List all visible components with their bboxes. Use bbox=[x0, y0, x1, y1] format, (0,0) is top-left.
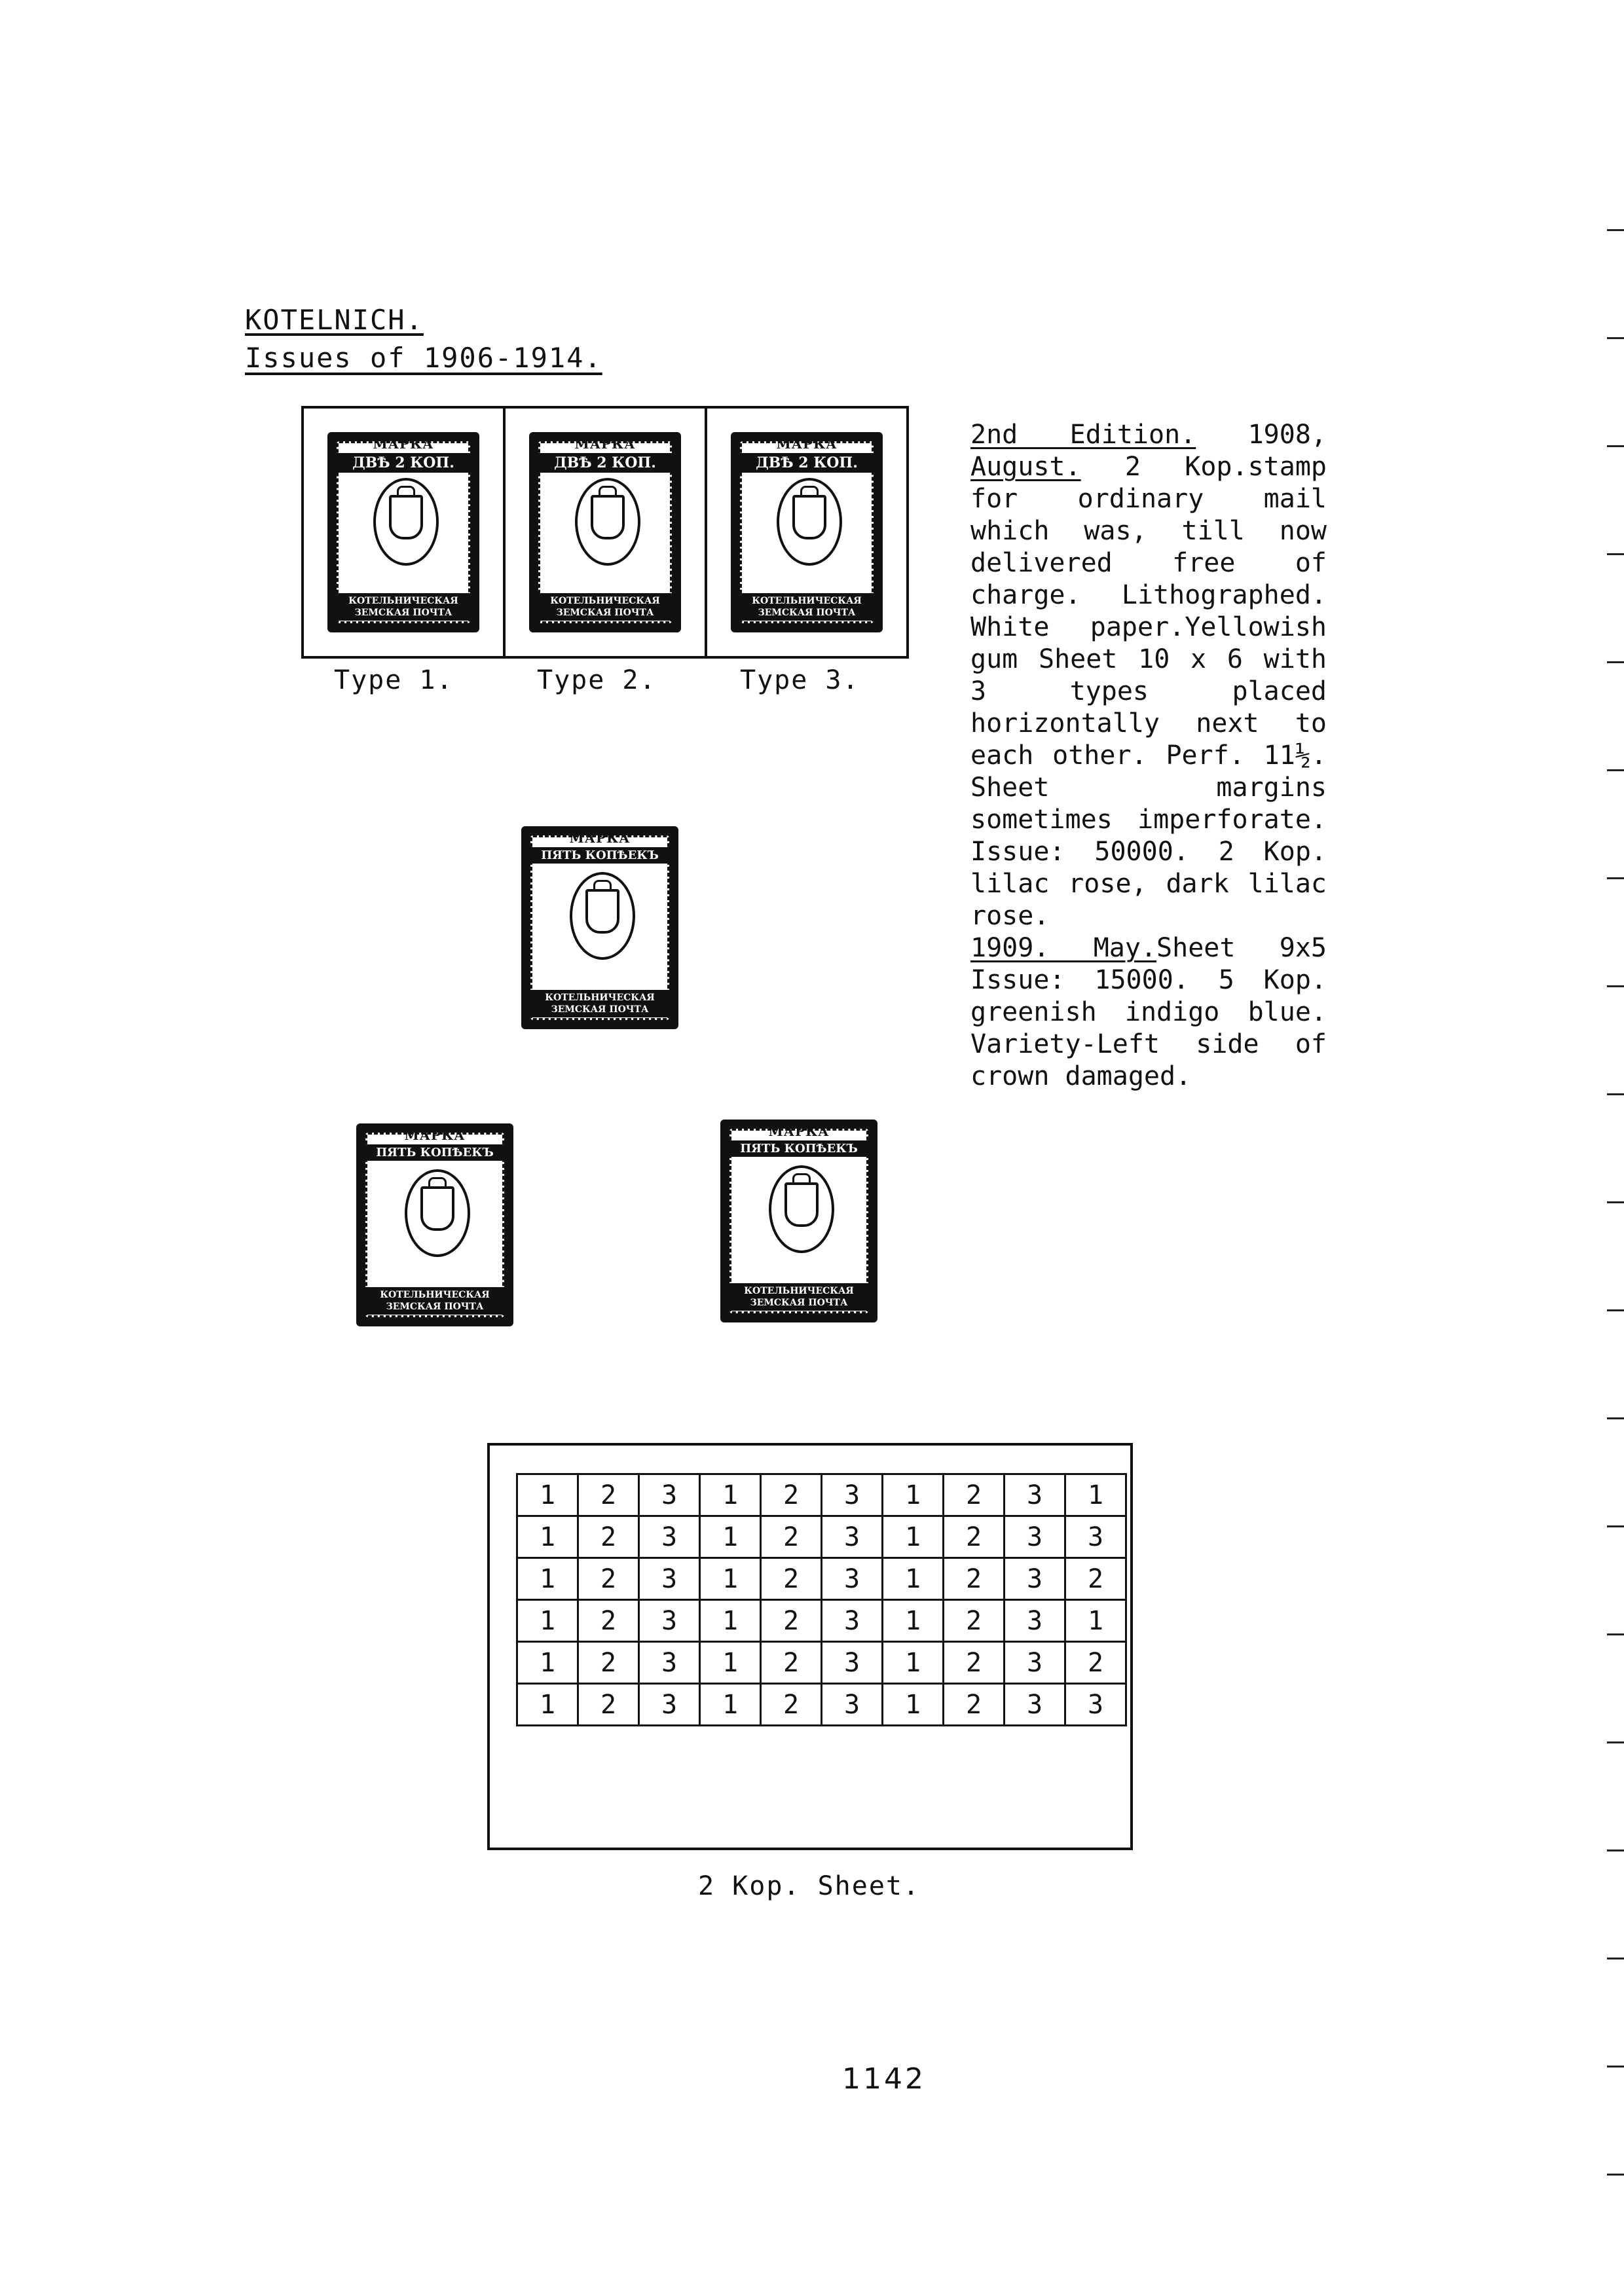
stamp-bottom-text: КОТЕЛЬНИЧЕСКАЯ ЗЕМСКАЯ ПОЧТА bbox=[727, 1283, 871, 1311]
stamp-value-text: ДВѢ 2 КОП. bbox=[737, 453, 876, 473]
sheet-cell: 2 bbox=[761, 1558, 822, 1600]
sheet-cell: 1 bbox=[883, 1558, 944, 1600]
sheet-cell: 1 bbox=[883, 1474, 944, 1516]
sheet-cell: 2 bbox=[761, 1600, 822, 1642]
sheet-cell: 1 bbox=[700, 1516, 761, 1558]
crest-icon bbox=[389, 495, 423, 539]
sheet-cell: 3 bbox=[822, 1642, 883, 1684]
sheet-cell: 1 bbox=[1065, 1474, 1126, 1516]
sheet-cell: 1 bbox=[517, 1558, 578, 1600]
sheet-cell: 3 bbox=[639, 1684, 700, 1726]
stamp-type-3 bbox=[731, 432, 883, 632]
stamp-type-1 bbox=[327, 432, 479, 632]
sheet-cell: 1 bbox=[517, 1600, 578, 1642]
sheet-cell: 1 bbox=[700, 1474, 761, 1516]
stamp-bottom-text: КОТЕЛЬНИЧЕСКАЯ ЗЕМСКАЯ ПОЧТА bbox=[737, 593, 876, 621]
sheet-cell: 2 bbox=[761, 1642, 822, 1684]
sheet-cell: 2 bbox=[578, 1684, 639, 1726]
stamp-top-text: МАРКА bbox=[373, 436, 434, 452]
heading-city: KOTELNICH. bbox=[245, 304, 424, 336]
sheet-cell: 2 bbox=[578, 1558, 639, 1600]
sheet-row bbox=[517, 1516, 1126, 1558]
margin-tick bbox=[1607, 1309, 1624, 1311]
margin-tick bbox=[1607, 1093, 1624, 1095]
sheet-cell: 2 bbox=[578, 1474, 639, 1516]
crest-icon bbox=[784, 1182, 819, 1227]
sheet-cell: 3 bbox=[1005, 1642, 1065, 1684]
margin-tick bbox=[1607, 1201, 1624, 1203]
sheet-cell: 1 bbox=[883, 1516, 944, 1558]
sheet-grid bbox=[516, 1473, 1127, 1726]
sheet-cell: 3 bbox=[1005, 1558, 1065, 1600]
stamp-bottom-text: КОТЕЛЬНИЧЕСКАЯ ЗЕМСКАЯ ПОЧТА bbox=[528, 990, 672, 1017]
stamp-top-text: МАРКА bbox=[768, 1123, 830, 1139]
margin-tick bbox=[1607, 877, 1624, 879]
stamp-top-text: МАРКА bbox=[574, 436, 636, 452]
sheet-cell: 3 bbox=[639, 1474, 700, 1516]
type-label-1: Type 1. bbox=[334, 665, 454, 695]
sheet-cell: 3 bbox=[639, 1642, 700, 1684]
crest-icon bbox=[792, 495, 826, 539]
sheet-cell: 1 bbox=[700, 1600, 761, 1642]
second-issue-date: 1909. May. bbox=[970, 933, 1157, 963]
description-para-1: 2nd Edition. 1908, August. 2 Kop.stamp for ordinary mail which was, till now delivered free of charge. Lithographed. White paper.Yellowish gum Sheet 10 x 6 with 3 types placed horizontally next to each other. Perf. 11½. Sheet margins sometimes imperforate. Issue: 50000. 2 Kop. lilac rose, dark lilac rose. bbox=[970, 420, 1327, 931]
sheet-cell: 2 bbox=[944, 1684, 1005, 1726]
margin-tick bbox=[1607, 1633, 1624, 1635]
five-kop-stamp-2 bbox=[356, 1123, 513, 1326]
sheet-cell: 3 bbox=[1005, 1600, 1065, 1642]
margin-tick bbox=[1607, 1850, 1624, 1851]
sheet-cell: 2 bbox=[578, 1642, 639, 1684]
sheet-cell: 1 bbox=[883, 1642, 944, 1684]
sheet-cell: 2 bbox=[578, 1600, 639, 1642]
stamp-value-text: ДВѢ 2 КОП. bbox=[536, 453, 674, 473]
crest-icon bbox=[420, 1186, 454, 1231]
sheet-cell: 1 bbox=[883, 1600, 944, 1642]
description-para-2: 1909. May.Sheet 9x5 Issue: 15000. 5 Kop. greenish indigo blue. Variety-Left side of crown damaged. bbox=[970, 933, 1327, 1091]
margin-tick bbox=[1607, 553, 1624, 555]
sheet-row bbox=[517, 1558, 1126, 1600]
sheet-cell: 2 bbox=[761, 1684, 822, 1726]
margin-tick bbox=[1607, 337, 1624, 339]
sheet-cell: 2 bbox=[761, 1474, 822, 1516]
sheet-cell: 2 bbox=[944, 1600, 1005, 1642]
crest-icon bbox=[585, 889, 619, 934]
sheet-cell: 2 bbox=[944, 1516, 1005, 1558]
sheet-cell: 3 bbox=[822, 1516, 883, 1558]
sheet-cell: 2 bbox=[944, 1642, 1005, 1684]
edition-date: August. bbox=[970, 452, 1081, 482]
description-text bbox=[970, 419, 1327, 1093]
sheet-cell: 1 bbox=[700, 1558, 761, 1600]
sheet-cell: 1 bbox=[517, 1642, 578, 1684]
sheet-row bbox=[517, 1474, 1126, 1516]
sheet-cell: 3 bbox=[822, 1474, 883, 1516]
sheet-cell: 3 bbox=[639, 1558, 700, 1600]
margin-tick bbox=[1607, 985, 1624, 987]
stamp-value-text: ДВѢ 2 КОП. bbox=[334, 453, 473, 473]
sheet-cell: 2 bbox=[1065, 1558, 1126, 1600]
stamp-bottom-text: КОТЕЛЬНИЧЕСКАЯ ЗЕМСКАЯ ПОЧТА bbox=[536, 593, 674, 621]
sheet-cell: 2 bbox=[1065, 1642, 1126, 1684]
stamp-bottom-text: КОТЕЛЬНИЧЕСКАЯ ЗЕМСКАЯ ПОЧТА bbox=[334, 593, 473, 621]
five-kop-stamp-1 bbox=[521, 826, 678, 1029]
sheet-row bbox=[517, 1684, 1126, 1726]
sheet-cell: 3 bbox=[1065, 1516, 1126, 1558]
edition-heading: 2nd Edition. bbox=[970, 420, 1196, 450]
stamp-type-2 bbox=[529, 432, 681, 632]
stamp-value-text: ПЯТЬ КОПѢЕКЪ bbox=[528, 847, 672, 864]
stamp-top-text: МАРКА bbox=[776, 436, 838, 452]
sheet-cell: 3 bbox=[822, 1600, 883, 1642]
stamp-top-text: МАРКА bbox=[404, 1127, 466, 1143]
sheet-cell: 1 bbox=[1065, 1600, 1126, 1642]
sheet-cell: 1 bbox=[517, 1474, 578, 1516]
margin-tick bbox=[1607, 1525, 1624, 1527]
stamp-value-text: ПЯТЬ КОПѢЕКЪ bbox=[363, 1144, 507, 1161]
sheet-cell: 1 bbox=[700, 1642, 761, 1684]
sheet-cell: 3 bbox=[1005, 1684, 1065, 1726]
margin-tick bbox=[1607, 1958, 1624, 1959]
type-cell-2 bbox=[506, 409, 707, 656]
margin-tick bbox=[1607, 2174, 1624, 2176]
sheet-row bbox=[517, 1642, 1126, 1684]
sheet-caption: 2 Kop. Sheet. bbox=[698, 1871, 921, 1901]
sheet-cell: 1 bbox=[517, 1516, 578, 1558]
sheet-cell: 3 bbox=[822, 1684, 883, 1726]
sheet-cell: 3 bbox=[1005, 1474, 1065, 1516]
sheet-cell: 3 bbox=[822, 1558, 883, 1600]
sheet-cell: 3 bbox=[639, 1600, 700, 1642]
sheet-diagram bbox=[487, 1443, 1133, 1850]
type-label-2: Type 2. bbox=[537, 665, 657, 695]
sheet-cell: 3 bbox=[1005, 1516, 1065, 1558]
stamp-value-text: ПЯТЬ КОПѢЕКЪ bbox=[727, 1140, 871, 1157]
sheet-cell: 2 bbox=[944, 1474, 1005, 1516]
sheet-cell: 3 bbox=[639, 1516, 700, 1558]
margin-tick bbox=[1607, 1417, 1624, 1419]
margin-tick bbox=[1607, 2066, 1624, 2068]
sheet-cell: 1 bbox=[700, 1684, 761, 1726]
margin-tick bbox=[1607, 661, 1624, 663]
type-label-3: Type 3. bbox=[740, 665, 860, 695]
sheet-cell: 2 bbox=[944, 1558, 1005, 1600]
type-cell-1 bbox=[304, 409, 506, 656]
type-cell-3 bbox=[707, 409, 906, 656]
sheet-row bbox=[517, 1600, 1126, 1642]
sheet-cell: 2 bbox=[578, 1516, 639, 1558]
five-kop-stamp-3 bbox=[720, 1120, 877, 1322]
crest-icon bbox=[591, 495, 625, 539]
page-heading bbox=[245, 301, 602, 377]
stamp-top-text: МАРКА bbox=[569, 830, 631, 846]
type-strip bbox=[301, 406, 909, 659]
stamp-bottom-text: КОТЕЛЬНИЧЕСКАЯ ЗЕМСКАЯ ПОЧТА bbox=[363, 1287, 507, 1315]
margin-tick bbox=[1607, 229, 1624, 231]
sheet-cell: 1 bbox=[517, 1684, 578, 1726]
sheet-cell: 3 bbox=[1065, 1684, 1126, 1726]
margin-tick bbox=[1607, 1741, 1624, 1743]
sheet-cell: 1 bbox=[883, 1684, 944, 1726]
sheet-cell: 2 bbox=[761, 1516, 822, 1558]
margin-tick bbox=[1607, 769, 1624, 771]
margin-tick bbox=[1607, 445, 1624, 447]
heading-subtitle: Issues of 1906-1914. bbox=[245, 342, 602, 374]
page-number: 1142 bbox=[842, 2062, 926, 2096]
